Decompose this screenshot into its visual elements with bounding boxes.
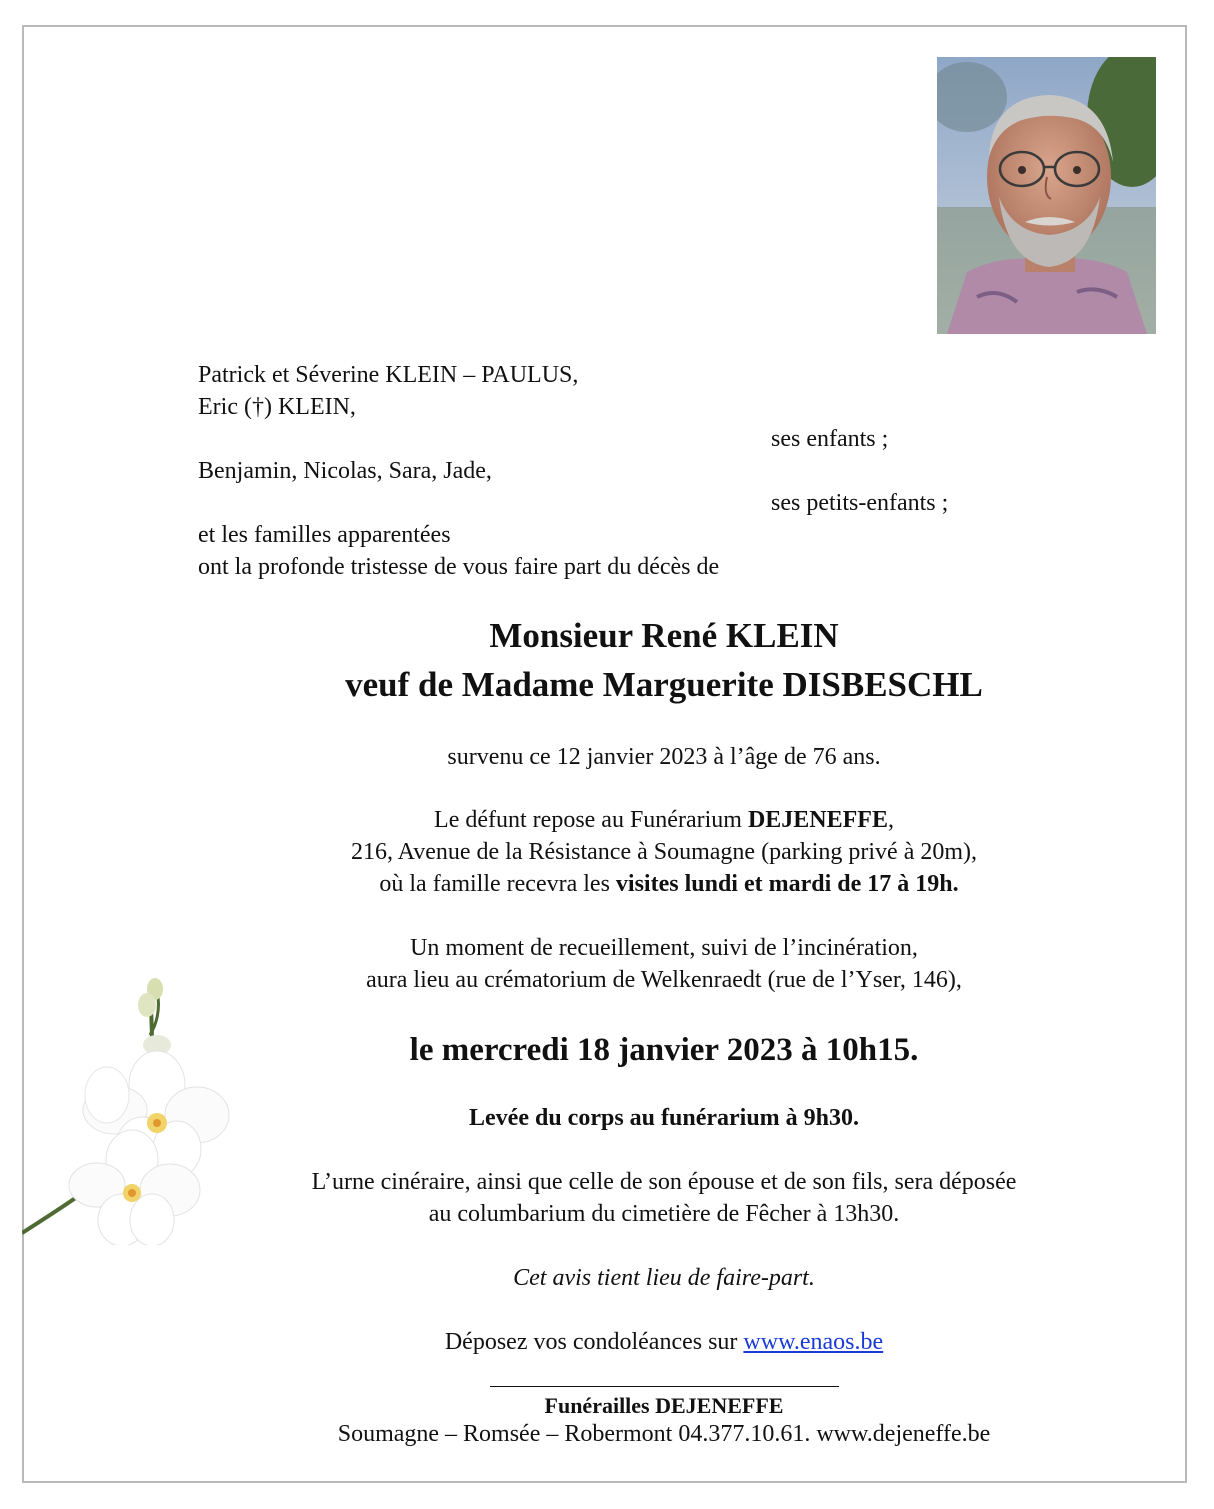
- role-grandchildren: ses petits-enfants ;: [771, 490, 949, 516]
- funerarium-address: 216, Avenue de la Résistance à Soumagne (parking privé à 20m),: [350, 839, 978, 865]
- funerarium-name: DEJENEFFE: [747, 807, 888, 833]
- family-line-1: Patrick et Séverine KLEIN – PAULUS,: [198, 362, 579, 388]
- deceased-name: Monsieur René KLEIN: [489, 616, 839, 655]
- urn-line-1: L’urne cinéraire, ainsi que celle de son épouse et de son fils, sera déposée: [311, 1169, 1017, 1195]
- ceremony-date: le mercredi 18 janvier 2023 à 10h15.: [409, 1032, 919, 1068]
- visits-text: où la famille recevra les: [379, 871, 616, 897]
- condolences-link[interactable]: www.enaos.be: [743, 1329, 884, 1355]
- portrait-photo: [937, 57, 1156, 334]
- urn-line-2: au columbarium du cimetière de Fêcher à 13h30.: [428, 1201, 900, 1227]
- family-line-5: ont la profonde tristesse de vous faire part du décès de: [198, 554, 720, 580]
- notice-text: Cet avis tient lieu de faire-part.: [513, 1265, 815, 1291]
- condolences-line: [57, 1326, 1214, 1358]
- death-date: survenu ce 12 janvier 2023 à l’âge de 76 ans.: [447, 744, 881, 770]
- footer-divider: [490, 1386, 839, 1387]
- levee-line: Levée du corps au funérarium à 9h30.: [469, 1105, 859, 1131]
- visits-hours: visites lundi et mardi de 17 à 19h.: [615, 871, 959, 897]
- ceremony-line-2: aura lieu au crématorium de Welkenraedt (rue de l’Yser, 146),: [366, 967, 962, 993]
- condolences-text: Déposez vos condoléances sur: [444, 1329, 744, 1355]
- footer-company: Funérailles DEJENEFFE: [544, 1393, 784, 1418]
- family-line-3: Benjamin, Nicolas, Sara, Jade,: [198, 458, 492, 484]
- footer-locations: Soumagne – Romsée – Robermont 04.377.10.61. www.dejeneffe.be: [337, 1421, 991, 1447]
- ceremony-line-1: Un moment de recueillement, suivi de l’incinération,: [410, 935, 918, 961]
- deceased-spouse: veuf de Madame Marguerite DISBESCHL: [345, 665, 983, 704]
- repose-text: Le défunt repose au Funérarium: [434, 807, 748, 833]
- family-line-2: Eric (†) KLEIN,: [198, 394, 356, 420]
- visits-line: [62, 868, 1214, 900]
- role-children: ses enfants ;: [771, 426, 889, 452]
- repose-comma: ,: [887, 807, 894, 833]
- family-line-4: et les familles apparentées: [198, 522, 451, 548]
- repose-line: [57, 804, 1214, 836]
